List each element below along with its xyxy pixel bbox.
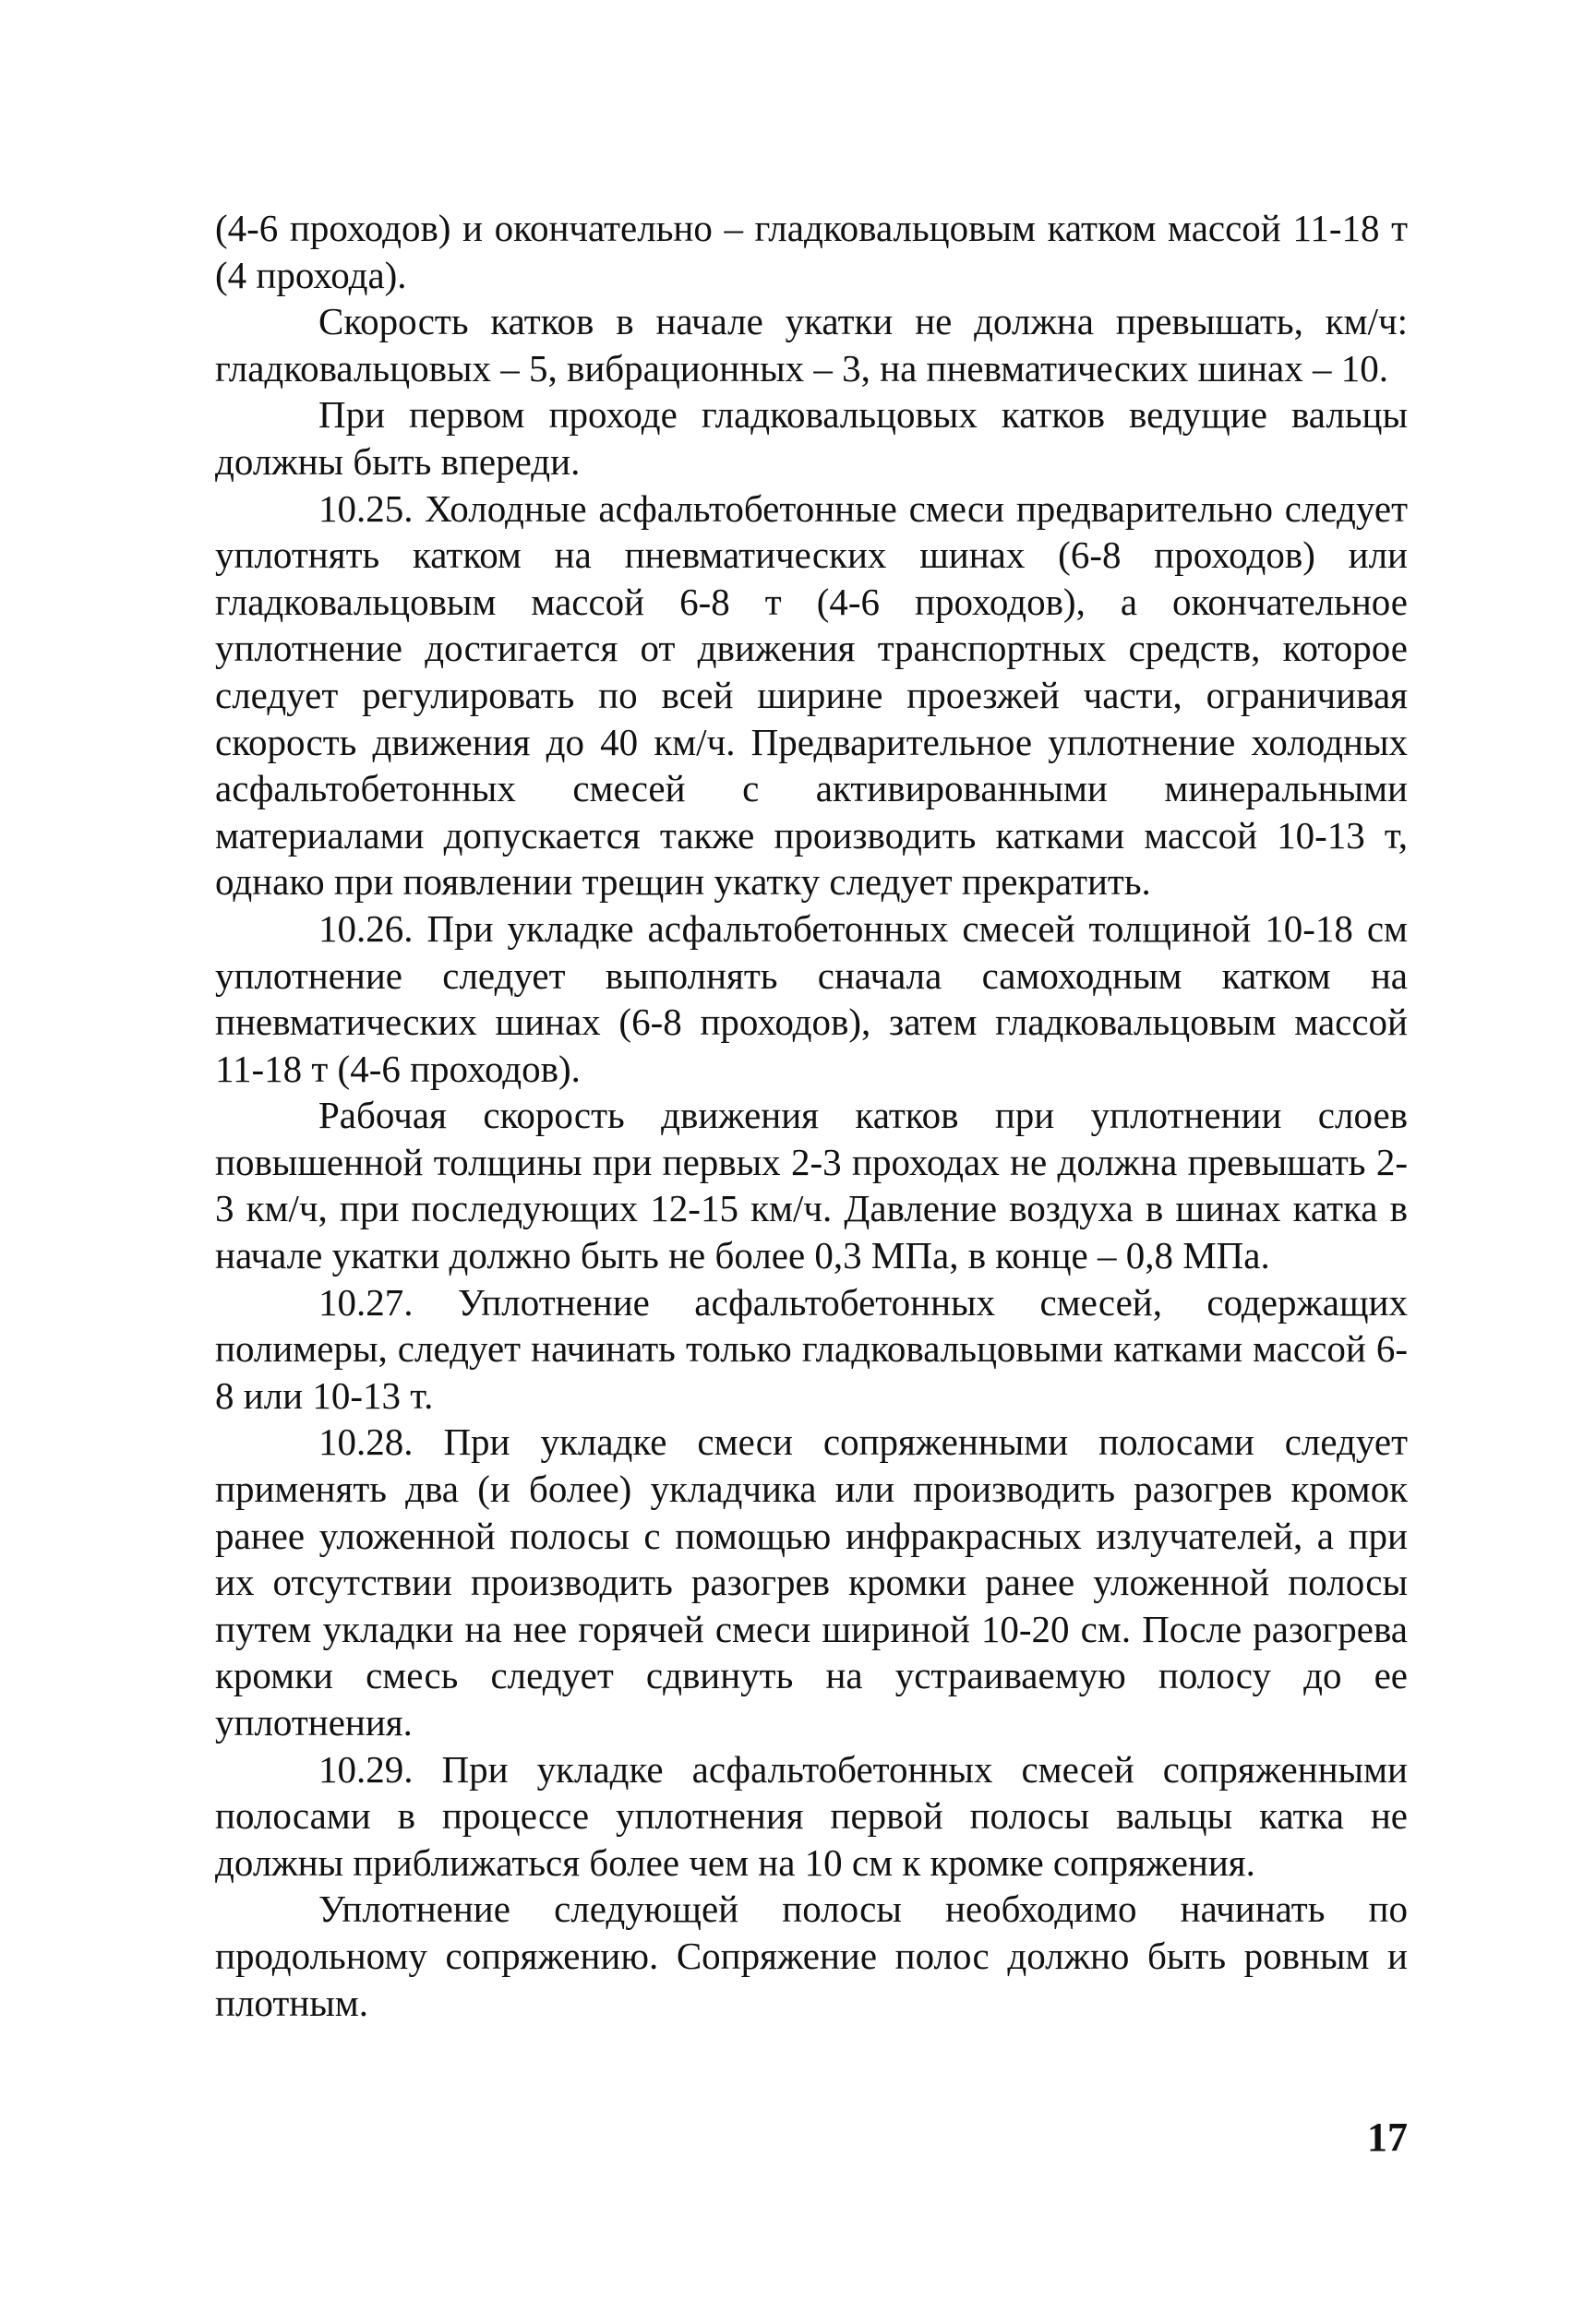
paragraph-10-27: 10.27. Уплотнение асфальтобетонных смесей, содержащих полимеры, следует начинать только гладковальцовыми катками массой 6-8 или 10-13 т. xyxy=(215,1280,1408,1417)
paragraph-next-lane: Уплотнение следующей полосы необходимо начинать по продольному сопряжению. Сопряжение полос должно быть ровным и плотным. xyxy=(215,1888,1408,2024)
paragraph-10-25: 10.25. Холодные асфальтобетонные смеси предварительно следует уплотнять катком на пневматических шинах (6-8 проходов) или гладковальцовым массой 6-8 т (4-6 проходов), а окончательное уплотнение достигается от движения транспортных средств, которое следует регулировать по всей ширине проезжей части, ограничивая скорость движения до 40 км/ч. Предварительное уплотнение холодных асфальтобетонных смесей с активированными минеральными материалами допускается также производить катками массой 10-13 т, однако при появлении трещин укатку следует прекратить. xyxy=(215,486,1408,904)
paragraph-10-26: 10.26. При укладке асфальтобетонных смесей толщиной 10-18 см уплотнение следует выполнять сначала самоходным катком на пневматических шинах (6-8 проходов), затем гладковальцовым массой 11-18 т (4-6 проходов). xyxy=(215,906,1408,1090)
paragraph-working-speed: Рабочая скорость движения катков при уплотнении слоев повышенной толщины при первых 2-3 проходах не должна превышать 2-3 км/ч, при последующих 12-15 км/ч. Давление воздуха в шинах катка в начале укатки должно быть не более 0,3 МПа, в конце – 0,8 МПа. xyxy=(215,1094,1408,1277)
paragraph-10-29: 10.29. При укладке асфальтобетонных смесей сопряженными полосами в процессе уплотнения первой полосы вальцы катка не должны приближаться более чем на 10 см к кромке сопряжения. xyxy=(215,1747,1408,1884)
paragraph-10-28: 10.28. При укладке смеси сопряженными полосами следует применять два (и более) укладчика или производить разогрев кромок ранее уложенной полосы с помощью инфракрасных излучателей, а при их отсутствии производить разогрев кромки ранее уложенной полосы путем укладки на нее горячей смеси шириной 10-20 см. После разогрева кромки смесь следует сдвинуть на устраиваемую полосу до ее уплотнения. xyxy=(215,1420,1408,1744)
body-text xyxy=(215,205,1408,2026)
page-number: 17 xyxy=(1367,2115,1408,2160)
paragraph-first-pass: При первом проходе гладковальцовых катков ведущие вальцы должны быть впереди. xyxy=(215,393,1408,483)
paragraph-continuation: (4-6 проходов) и окончательно – гладковальцовым катком массой 11-18 т (4 прохода). xyxy=(215,207,1408,296)
paragraph-roller-speed: Скорость катков в начале укатки не должна превышать, км/ч: гладковальцовых – 5, вибрационных – 3, на пневматических шинах – 10. xyxy=(215,300,1408,389)
